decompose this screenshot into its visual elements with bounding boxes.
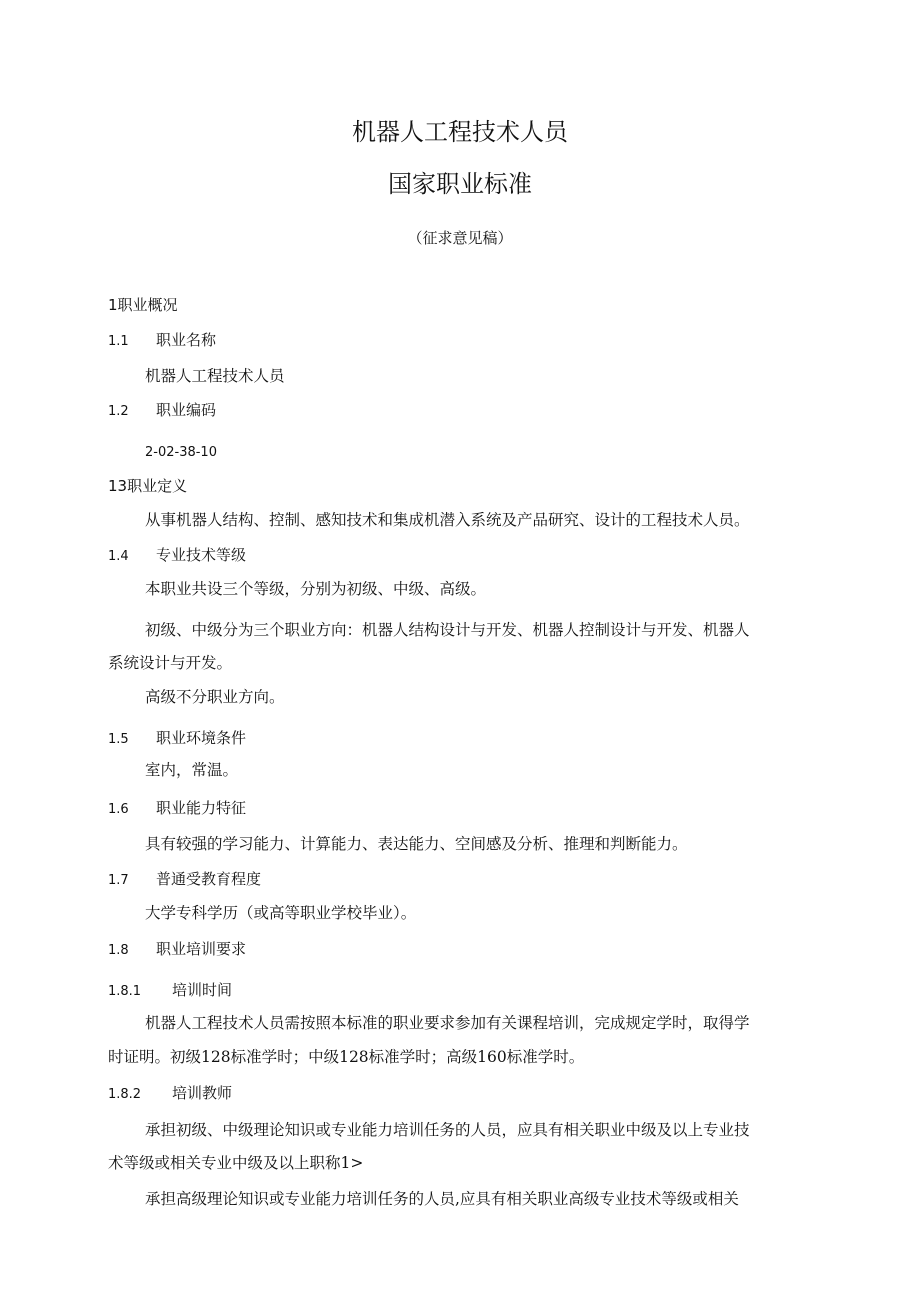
section-number-1-4: 1.4 [108,549,129,564]
section-number-1-6: 1.6 [108,802,129,817]
paragraph-1-8-2-b-line1: 承担高级理论知识或专业能力培训任务的人员,应具有相关职业高级专业技术等级或相关 [145,1190,739,1208]
paragraph-1-5: 室内，常温。 [145,761,239,779]
paragraph-1-4-c: 高级不分职业方向。 [145,688,285,706]
section-title-1-6: 职业能力特征 [156,799,247,817]
section-title-1-5: 职业环境条件 [156,729,247,747]
section-title-1-1: 职业名称 [156,331,217,349]
section-title-1-2: 职业编码 [156,401,217,419]
section-number-1-5: 1.5 [108,732,129,747]
paragraph-1-8-1-line1: 机器人工程技术人员需按照本标准的职业要求参加有关课程培训，完成规定学时，取得学 [145,1014,750,1032]
section-title-1-8-2: 培训教师 [172,1084,233,1102]
paragraph-1-6: 具有较强的学习能力、计算能力、表达能力、空间感及分析、推理和判断能力。 [145,835,688,853]
section-number-1-8-2: 1.8.2 [108,1087,142,1102]
section-number-1-2: 1.2 [108,404,129,419]
paragraph-1-1: 机器人工程技术人员 [145,367,285,385]
paragraph-1-4-b-line1: 初级、中级分为三个职业方向：机器人结构设计与开发、机器人控制设计与开发、机器人 [145,621,750,639]
section-number-1-8: 1.8 [108,943,129,958]
paragraph-1-4-b-line2: 系统设计与开发。 [108,654,233,672]
paragraph-1-7: 大学专科学历（或高等职业学校毕业）。 [145,904,417,922]
section-title-1-7: 普通受教育程度 [156,870,262,888]
section-heading-1-3: 13职业定义 [108,477,188,495]
draft-note: （征求意见稿） [407,229,513,247]
document-title: 机器人工程技术人员 [352,118,568,146]
paragraph-1-3: 从事机器人结构、控制、感知技术和集成机潜入系统及产品研究、设计的工程技术人员。 [145,511,750,529]
section-title-1-4: 专业技术等级 [156,546,247,564]
section-number-1-8-1: 1.8.1 [108,984,142,999]
document-subtitle: 国家职业标准 [388,170,532,198]
section-number-1-1: 1.1 [108,334,129,349]
occupation-code: 2-02-38-10 [145,445,217,460]
section-heading-1: 1职业概况 [108,296,178,314]
section-number-1-7: 1.7 [108,873,129,888]
paragraph-1-8-1-line2: 时证明。初级128标准学时；中级128标准学时；高级160标准学时。 [108,1048,585,1066]
section-title-1-8: 职业培训要求 [156,940,247,958]
paragraph-1-4-a: 本职业共设三个等级，分别为初级、中级、高级。 [145,580,487,598]
paragraph-1-8-2-a-line2: 术等级或相关专业中级及以上职称1> [108,1154,364,1172]
section-title-1-8-1: 培训时间 [172,981,233,999]
paragraph-1-8-2-a-line1: 承担初级、中级理论知识或专业能力培训任务的人员，应具有相关职业中级及以上专业技 [145,1121,750,1139]
